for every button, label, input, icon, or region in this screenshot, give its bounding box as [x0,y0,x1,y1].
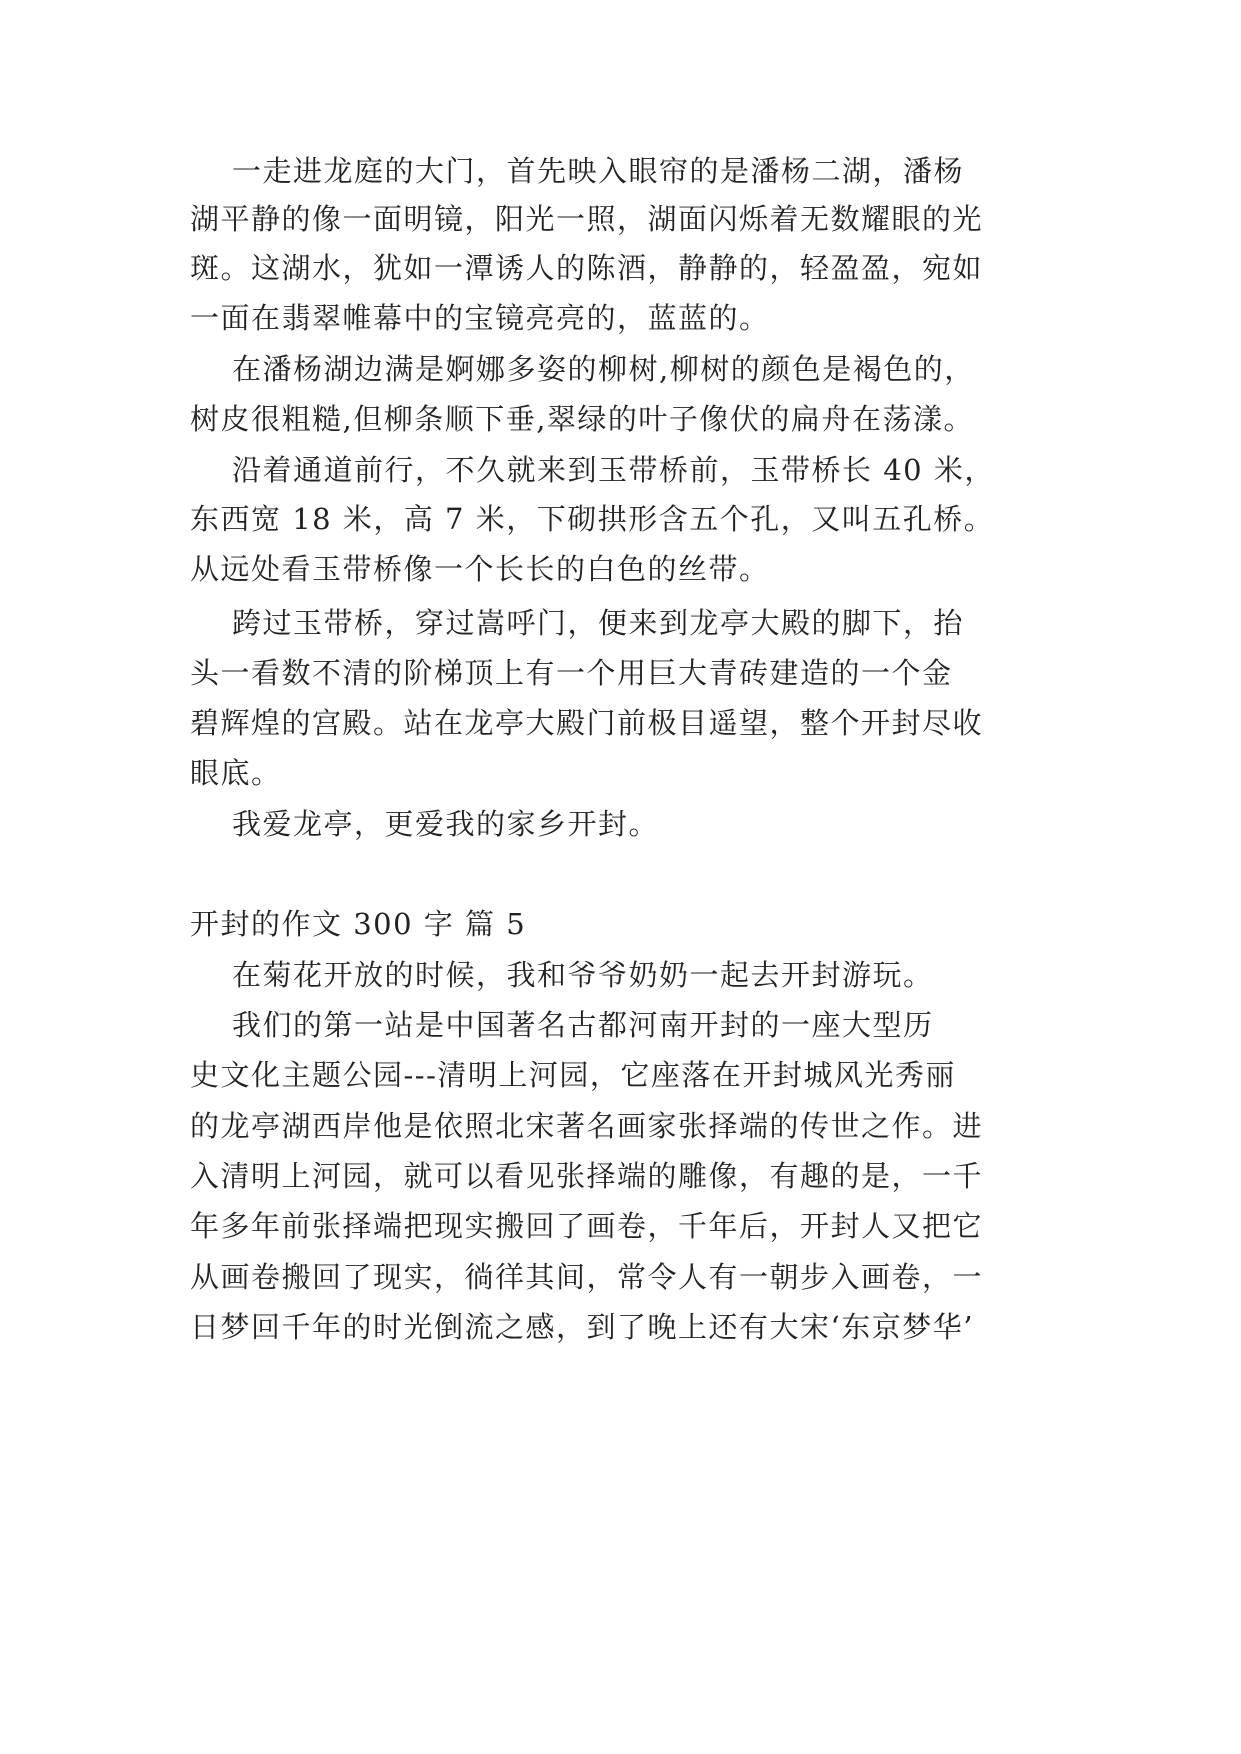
paragraph-line: 一面在翡翠帷幕中的宝镜亮亮的，蓝蓝的。 [190,301,770,335]
paragraph-line: 树皮很粗糙,但柳条顺下垂,翠绿的叶子像伏的扁舟在荡漾。 [190,402,974,436]
paragraph-line: 在潘杨湖边满是婀娜多姿的柳树,柳树的颜色是褐色的， [232,352,975,386]
section-heading: 开封的作文 300 字 篇 5 [190,907,527,941]
paragraph-line: 日梦回千年的时光倒流之感，到了晚上还有大宋‘东京梦华’ [190,1310,974,1344]
paragraph-line: 眼底。 [190,756,282,790]
paragraph-line: 湖平静的像一面明镜，阳光一照，湖面闪烁着无数耀眼的光 [190,202,984,236]
paragraph-line: 跨过玉带桥，穿过嵩呼门，便来到龙亭大殿的脚下，抬 [232,606,965,640]
paragraph-line: 碧辉煌的宫殿。站在龙亭大殿门前极目遥望，整个开封尽收 [190,706,984,740]
paragraph-line: 在菊花开放的时候，我和爷爷奶奶一起去开封游玩。 [232,958,934,992]
paragraph-line: 史文化主题公园---清明上河园，它座落在开封城风光秀丽 [190,1058,956,1092]
paragraph-line: 沿着通道前行，不久就来到玉带桥前，玉带桥长 40 米， [232,453,995,487]
paragraph-line: 头一看数不清的阶梯顶上有一个用巨大青砖建造的一个金 [190,656,953,690]
paragraph-line: 斑。这湖水，犹如一潭诱人的陈酒，静静的，轻盈盈，宛如 [190,251,984,285]
paragraph-line: 我们的第一站是中国著名古都河南开封的一座大型历 [232,1008,934,1042]
paragraph-line: 入清明上河园，就可以看见张择端的雕像，有趣的是，一千 [190,1159,984,1193]
paragraph-line: 年多年前张择端把现实搬回了画卷，千年后，开封人又把它 [190,1209,984,1243]
paragraph-line: 从画卷搬回了现实，徜徉其间，常令人有一朝步入画卷，一 [190,1260,984,1294]
paragraph-line: 从远处看玉带桥像一个长长的白色的丝带。 [190,552,770,586]
paragraph-line: 东西宽 18 米，高 7 米，下砌拱形含五个孔，又叫五孔桥。 [190,502,995,536]
paragraph-line: 我爱龙亭，更爱我的家乡开封。 [232,807,660,841]
paragraph-line: 的龙亭湖西岸他是依照北宋著名画家张择端的传世之作。进 [190,1109,984,1143]
paragraph-line: 一走进龙庭的大门，首先映入眼帘的是潘杨二湖，潘杨 [232,154,965,188]
